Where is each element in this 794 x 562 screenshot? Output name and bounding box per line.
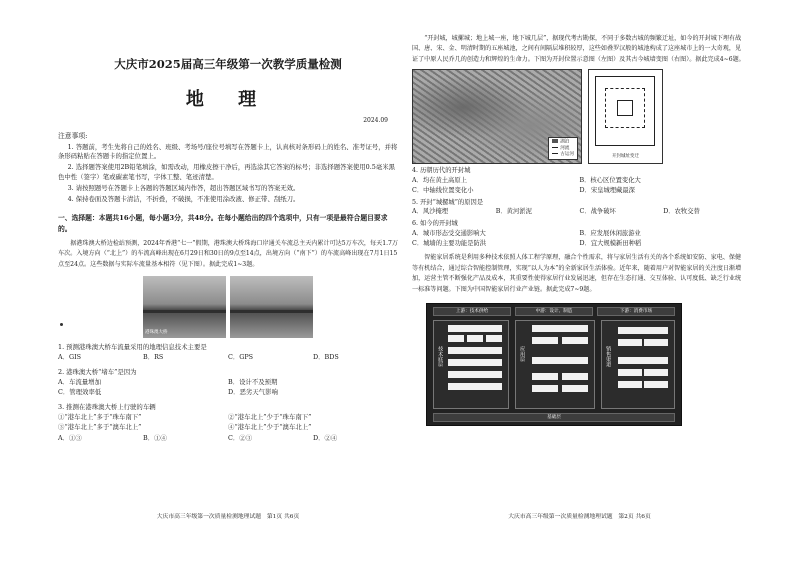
chain-stage-row (433, 307, 675, 316)
map-legend: 湖泊 河流 古运河 (548, 137, 578, 160)
application-column (515, 320, 595, 409)
diagram-box (448, 371, 502, 378)
upstream-label: 上游：技术供给 (433, 307, 511, 316)
answer-option: ④“港车北上”少于“澳车北上” (228, 422, 312, 431)
option-row (58, 434, 398, 444)
option-row (412, 229, 747, 249)
notice-item: 4. 保持卷面及答题卡清洁，不折叠，不破损，不准使用涂改液、修正带、刮纸刀。 (67, 195, 300, 204)
diagram-box (618, 381, 642, 388)
diagram-box (618, 327, 668, 334)
figure-row (412, 69, 747, 164)
subject-title: 地 理 (185, 88, 271, 110)
answer-option: A．均在黄土高原上 (412, 177, 467, 185)
notice-block (58, 131, 398, 205)
diagram-box (562, 337, 588, 344)
diagram-box (448, 347, 502, 354)
option-row (412, 207, 747, 217)
photo-caption: 港珠澳大桥 (145, 330, 168, 336)
diagram-box (467, 335, 483, 342)
diagram-box (532, 373, 558, 380)
answer-option: B．①④ (143, 433, 167, 442)
answer-option: C．城墙的主要功能是防洪 (412, 239, 487, 247)
answer-option: A．城市形态受交通影响大 (412, 229, 486, 237)
exam-date: 2024.09 (363, 116, 388, 124)
notice-heading: 注意事项: (58, 132, 88, 140)
diagram-box (486, 335, 502, 342)
answer-option: A．风沙掩埋 (412, 208, 449, 216)
option-row (58, 413, 398, 433)
question-stem: 4. 历朝历代的开封城 (412, 167, 471, 175)
answer-option: D．恶劣天气影响 (228, 387, 278, 396)
exam-title: 大庆市2025届高三年级第一次教学质量检测 (114, 57, 342, 71)
lake-swatch (552, 139, 558, 143)
diagram-box (532, 325, 588, 332)
bridge-photos (143, 276, 313, 338)
question-list (412, 166, 747, 248)
answer-option: B．设计不及预期 (228, 377, 278, 386)
answer-option: A．①③ (58, 433, 82, 442)
diagram-box (448, 359, 502, 366)
left-page (58, 0, 398, 562)
diagram-box (644, 369, 668, 376)
river-swatch (552, 147, 558, 148)
notice-item: 3. 请按照题号在答题卡上各题的答题区域内作答，超出答题区域书写的答案无效。 (67, 184, 300, 193)
question-stem: 5. 开封“城摞城”的原因是 (412, 198, 484, 206)
notice-item: 1. 答题前，考生先将自己的姓名、班级、考场号/座位号填写在答题卡上，认真核对条形码上的姓名、准考证号，并将条形码粘贴在答题卡的指定位置上。 (58, 142, 398, 161)
diagram-box (644, 381, 668, 388)
column-label: 技术底层 (437, 346, 444, 368)
answer-option: D．②④ (313, 433, 338, 442)
sales-column (601, 320, 675, 409)
answer-option: A．车流量增加 (58, 377, 101, 386)
page-footer: 大庆市高三年级第一次质量检测地理试题 第2页 共6页 (508, 514, 651, 520)
section-heading: 一、选择题：本题共16小题，每小题3分，共48分。在每小题给出的四个选项中，只有一项是最符合题目要求的。 (58, 214, 388, 233)
diagram-box (448, 335, 464, 342)
answer-option: C．②③ (228, 433, 253, 442)
answer-option: C．管理效率低 (58, 387, 102, 396)
answer-option: ②“港车北上”少于“珠车南下” (228, 412, 312, 421)
diagram-box (644, 339, 668, 346)
smart-home-industry-chain (426, 303, 682, 426)
answer-option: B．RS (143, 353, 164, 362)
answer-option: B．黄河淤泥 (495, 208, 532, 216)
question (58, 434, 398, 444)
canal-swatch (552, 153, 558, 154)
diagram-box (618, 369, 642, 376)
diagram-box (618, 339, 642, 346)
bridge-photo (143, 276, 226, 338)
answer-option: A．GIS (58, 353, 82, 362)
answer-option: D．宜大规模新田种稻 (579, 239, 642, 247)
base-layer-label: 基础层 (433, 413, 675, 422)
answer-option: B．核心区位置变化大 (579, 177, 641, 185)
column-label: 销售渠道 (605, 346, 612, 368)
page-footer: 大庆市高三年级第一次质量检测地理试题 第1页 共6页 (156, 514, 300, 520)
kaifeng-location-map (412, 69, 582, 164)
option-row (58, 353, 398, 363)
passage-text: 智能家居系统是利用多种技术依照人体工程学原理，融合个性需求，将与家居生活有关的各个系统如安防、家电、保健等有机结合，通过综合智能控制管理，实现“以人为本”的全新家居生活体验。近年来，随着用户对智能家居的关注度日渐增加，运营主管不断强化产品及成本，其重要性使得家居行业发展迅速，但存在生态打通、交互体验、认可度低、缺乏行业统一标准等问题。下图为中国智能家居行业产业链。据此完成7~9题。 (412, 254, 742, 293)
passage-text: 据港珠澳大桥边检站预测，2024年香港“七一”假期，港珠澳大桥珠海口岸通关车流总主天内累计可达5万车次，每天1.7万车次。入境方向（“北上”）的车流高峰出现在6月29日和30日的9点至14点，出境方向（“南下”）的车流高峰出现在7月1日15点至24点。这些数据与实际车流量基本相符（见下图）。据此完成1~3题。 (58, 240, 398, 268)
diagram-box (532, 337, 558, 344)
question-list (58, 343, 398, 443)
answer-option: C．中轴线位置变化小 (412, 186, 474, 194)
question-stem: 1. 预测港珠澳大桥车流量采用的地理信息技术主要是 (58, 343, 207, 352)
answer-option: C．战争破坏 (579, 208, 616, 216)
plan-caption: 开封城址变迁 (612, 154, 639, 160)
palace-wall (617, 100, 633, 116)
answer-option: D．BDS (313, 353, 339, 362)
diagram-box (562, 373, 588, 380)
question (412, 198, 747, 218)
answer-option: ①“港车北上”多于“珠车南下” (58, 412, 142, 421)
question-stem: 3. 推测在港珠澳大桥上行驶的车辆 (58, 402, 156, 411)
answer-option: ③“港车北上”多于“澳车北上” (58, 422, 142, 431)
option-row (412, 176, 747, 196)
answer-option: B．应发展休闲旅游业 (579, 229, 641, 237)
question-stem: 2. 港珠澳大桥“堵车”是因为 (58, 368, 137, 377)
diagram-box (562, 385, 588, 392)
question (58, 403, 398, 433)
diagram-box (532, 385, 558, 392)
question-stem: 6. 如今的开封城 (412, 220, 458, 228)
diagram-box (618, 357, 668, 364)
traffic-photo (230, 276, 313, 338)
downstream-label: 下游：消费市场 (597, 307, 675, 316)
scan-dot (60, 323, 63, 326)
city-wall-plan (588, 69, 663, 164)
notice-item: 2. 选择题答案使用2B铅笔填涂，如需改动，用橡皮擦干净后，再选涂其它答案的标号；非选择题答案使用0.5毫米黑色中性（签字）笔或碳素笔书写，字体工整、笔迹清楚。 (58, 163, 396, 182)
column-label: 应用层 (519, 346, 526, 362)
diagram-box (448, 383, 502, 390)
question (412, 166, 747, 195)
answer-option: C．GPS (228, 353, 254, 362)
right-page (412, 0, 747, 562)
passage-text: “开封城，城摞城；地上城一座，地下城几层”，据现代考古勘探，不同于多数古城的频繁迁址，如今的开封城下埋有战国、唐、宋、金、明清时期的五座城池，之间有间隔层堆积较厚，这些如叠罗汉般的城池构成了这座城市上的一大奇观，见证了中原人民乔几的创造力和辉煌的生命力。下图为开封位置示意图（左图）及其古今城墙变图（右图）。据此完成4~6题。 (412, 35, 745, 63)
answer-option: D．农牧交替 (663, 208, 700, 216)
option-row (58, 378, 398, 398)
question (412, 219, 747, 248)
diagram-box (448, 325, 502, 332)
question (58, 343, 398, 363)
midstream-label: 中游：设计、制造 (515, 307, 593, 316)
answer-option: D．宋皇城埋藏最深 (579, 186, 635, 194)
diagram-box (532, 357, 588, 364)
question (58, 368, 398, 398)
tech-column (433, 320, 509, 409)
